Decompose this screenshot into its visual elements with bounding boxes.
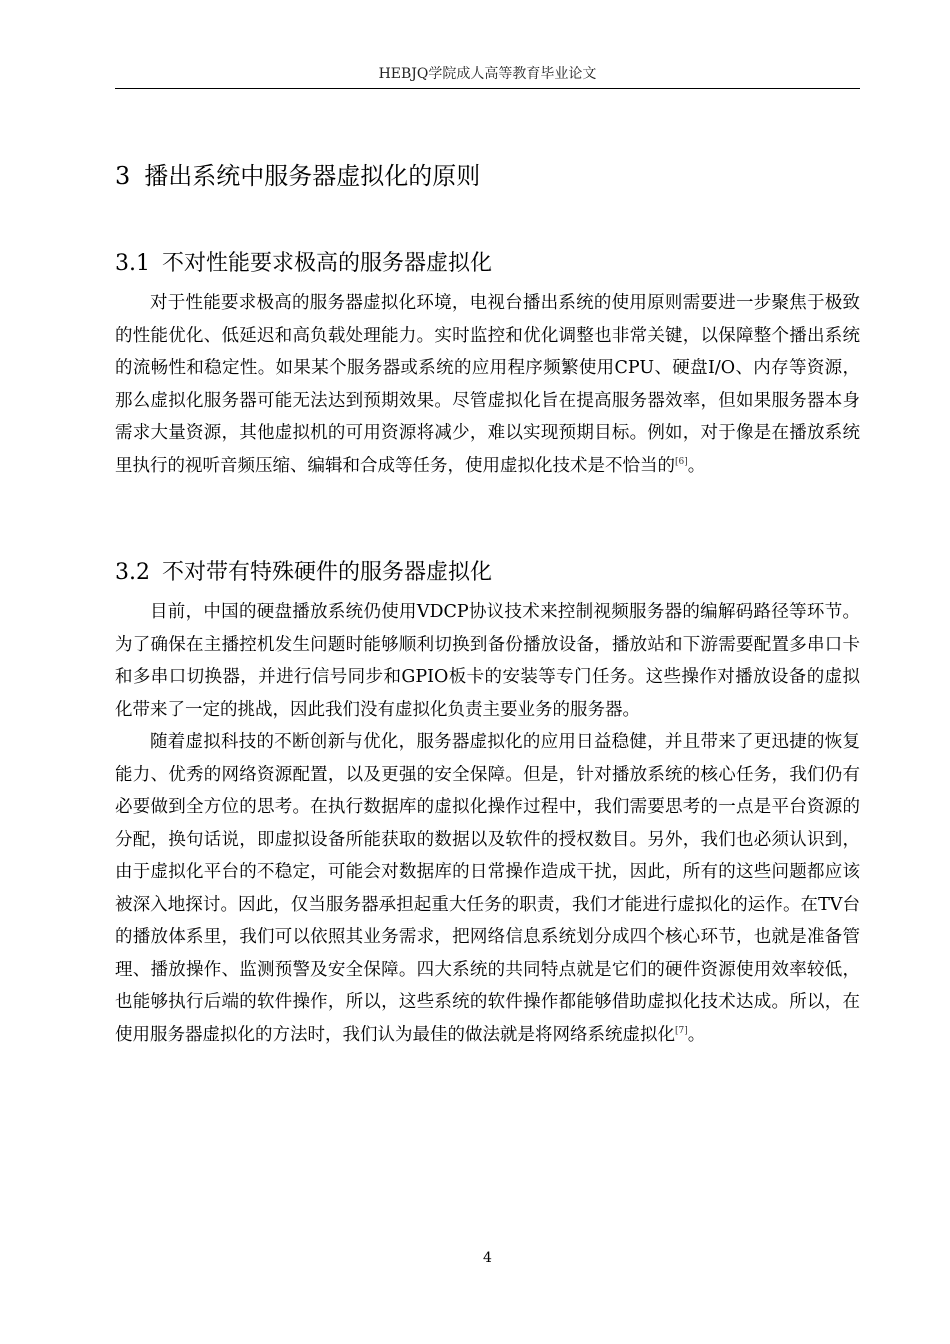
header-divider xyxy=(115,88,860,89)
citation-ref[interactable]: [7] xyxy=(675,1025,688,1036)
paragraph-text: 对于性能要求极高的服务器虚拟化环境，电视台播出系统的使用原则需要进一步聚焦于极致的性能优化、低延迟和高负载处理能力。实时监控和优化调整也非常关键，以保障整个播出系统的流畅性和稳定性。如果某个服务器或系统的应用程序频繁使用CPU、硬盘I/O、内存等资源，那么虚拟化服务器可能无法达到预期效果。尽管虚拟化旨在提高服务器效率，但如果服务器本身需求大量资源，其他虚拟机的可用资源将减少，难以实现预期目标。例如，对于像是在播放系统里执行的视听音频压缩、编辑和合成等任务，使用虚拟化技术是不恰当的 xyxy=(115,293,860,476)
paragraph-end: 。 xyxy=(687,1024,706,1045)
chapter-heading xyxy=(115,158,480,194)
paragraph-3-2-1 xyxy=(115,596,860,726)
running-header: HEBJQ学院成人高等教育毕业论文 xyxy=(378,66,597,82)
paragraph-text: 目前，中国的硬盘播放系统仍使用VDCP协议技术来控制视频服务器的编解码路径等环节。为了确保在主播控机发生问题时能够顺利切换到备份播放设备，播放站和下游需要配置多串口卡和多串口切换器，并进行信号同步和GPIO板卡的安装等专门任务。这些操作对播放设备的虚拟化带来了一定的挑战，因此我们没有虚拟化负责主要业务的服务器。 xyxy=(115,602,860,720)
section-heading-3-1 xyxy=(115,248,492,280)
paragraph-3-2-2 xyxy=(115,726,860,1051)
paragraph-end: 。 xyxy=(687,455,706,476)
citation-ref[interactable]: [6] xyxy=(675,456,688,467)
page-number: 4 xyxy=(483,1250,492,1266)
section-number: 3.1 xyxy=(115,251,150,276)
chapter-title-text: 播出系统中服务器虚拟化的原则 xyxy=(144,162,481,190)
section-title-text: 不对带有特殊硬件的服务器虚拟化 xyxy=(162,560,493,585)
section-heading-3-2 xyxy=(115,557,492,589)
section-title-text: 不对性能要求极高的服务器虚拟化 xyxy=(162,251,493,276)
chapter-number: 3 xyxy=(115,162,131,190)
paragraph-3-1 xyxy=(115,287,860,482)
paragraph-text: 随着虚拟科技的不断创新与优化，服务器虚拟化的应用日益稳健，并且带来了更迅捷的恢复能力、优秀的网络资源配置，以及更强的安全保障。但是，针对播放系统的核心任务，我们仍有必要做到全方位的思考。在执行数据库的虚拟化操作过程中，我们需要思考的一点是平台资源的分配，换句话说，即虚拟设备所能获取的数据以及软件的授权数目。另外，我们也必须认识到，由于虚拟化平台的不稳定，可能会对数据库的日常操作造成干扰，因此，所有的这些问题都应该被深入地探讨。因此，仅当服务器承担起重大任务的职责，我们才能进行虚拟化的运作。在TV台的播放体系里，我们可以依照其业务需求，把网络信息系统划分成四个核心环节，也就是准备管理、播放操作、监测预警及安全保障。四大系统的共同特点就是它们的硬件资源使用效率较低，也能够执行后端的软件操作，所以，这些系统的软件操作都能够借助虚拟化技术达成。所以，在使用服务器虚拟化的方法时，我们认为最佳的做法就是将网络系统虚拟化 xyxy=(115,732,860,1045)
section-number: 3.2 xyxy=(115,560,150,585)
